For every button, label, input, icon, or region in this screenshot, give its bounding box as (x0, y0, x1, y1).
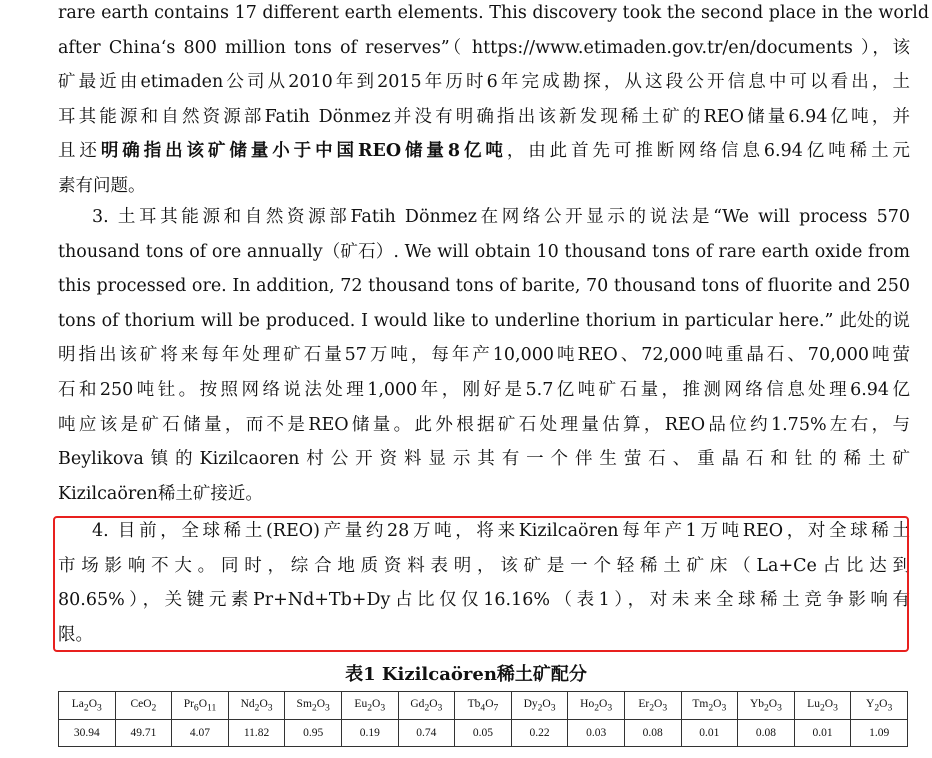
formula-element: Ho (580, 697, 595, 710)
text-line: 矿最近由etimaden公司从2010年到2015年历时6年完成勘探，从这段公开信息中可以看出，土 (58, 72, 910, 93)
table-header-cell (115, 692, 172, 720)
formula-subscript: 2 (708, 702, 714, 714)
text-line: 80.65%），关键元素Pr+Nd+Tb+Dy占比仅仅16.16%（表1），对未来全球稀土竞争影响有 (58, 590, 910, 611)
formula-subscript: 3 (833, 702, 838, 714)
formula-subscript: 2 (764, 702, 769, 714)
text-run: ，由此首先可推断网络信息6.94亿吨稀土元 (506, 141, 910, 162)
formula-element: Er (638, 697, 650, 710)
formula-element: Yb (749, 697, 764, 710)
table-cell: 11.82 (228, 720, 285, 747)
formula-element: O (429, 697, 438, 710)
table-header-row (59, 692, 908, 720)
table-cell: 4.07 (172, 720, 229, 747)
table-cell: 0.95 (285, 720, 342, 747)
formula-subscript: 6 (193, 702, 199, 714)
formula-subscript: 11 (207, 702, 217, 714)
text-line: 3. 土耳其能源和自然资源部Fatih Dönmez在网络公开显示的说法是“We will process 570 (92, 207, 910, 227)
table-header-cell (455, 692, 512, 720)
text-run: 且还 (58, 141, 101, 162)
text-line: 石和250吨钍。按照网络说法处理1,000年，刚好是5.7亿吨矿石量，推测网络信息处理6.94亿 (58, 379, 910, 400)
formula-element: O (879, 697, 888, 710)
formula-element: O (316, 697, 325, 710)
table-cell: 0.05 (455, 720, 512, 747)
formula-element: O (654, 697, 663, 710)
text-line: 耳其能源和自然资源部Fatih Dönmez并没有明确指出该新发现稀土矿的REO储量6.94亿吨，并 (58, 106, 910, 127)
formula-subscript: 2 (367, 702, 372, 714)
formula-subscript: 7 (493, 702, 499, 714)
table-header-cell (511, 692, 568, 720)
formula-subscript: 2 (83, 702, 89, 714)
text-line: 4. 目前，全球稀土(REO)产量约28万吨，将来Kizilcaören每年产1万吨REO，对全球稀土 (92, 521, 910, 541)
formula-subscript: 3 (887, 702, 893, 714)
formula-subscript: 3 (550, 702, 556, 714)
table-cell: 0.08 (738, 720, 795, 747)
text-line (58, 134, 910, 169)
text-line: 限。 (58, 624, 93, 645)
formula-element: O (88, 697, 98, 710)
formula-element: O (824, 697, 834, 710)
table-cell: 0.08 (624, 720, 681, 747)
formula-subscript: 2 (424, 702, 430, 714)
paragraph-2-continued (58, 0, 930, 204)
formula-element: Tb (467, 697, 481, 710)
formula-element: O (713, 697, 722, 710)
formula-subscript: 2 (874, 702, 880, 714)
text-line: Beylikova镇的Kizilcaoren村公开资料显示其有一个伴生萤石、重晶石和钍的稀土矿 (58, 449, 910, 470)
formula-element: O (372, 697, 381, 710)
formula-element: O (198, 697, 208, 710)
text-line: 明指出该矿将来每年处理矿石量57万吨，每年产10,000吨REO、72,000吨重晶石、70,000吨萤 (58, 345, 910, 366)
formula-element: O (542, 697, 551, 710)
table-header-cell (681, 692, 738, 720)
formula-subscript: 3 (267, 702, 273, 714)
formula-subscript: 3 (662, 702, 668, 714)
table-cell: 1.09 (851, 720, 908, 747)
table-cell: 0.22 (511, 720, 568, 747)
table-header-cell (59, 692, 116, 720)
formula-subscript: 3 (325, 702, 330, 714)
table-header-cell (851, 692, 908, 720)
bold-emphasis: 明确指出该矿储量小于中国REO储量8亿吨 (100, 141, 507, 162)
distribution-table (58, 691, 908, 747)
formula-subscript: 2 (311, 702, 317, 714)
formula-element: La (71, 697, 84, 710)
table-header-cell (285, 692, 342, 720)
formula-element: O (485, 697, 494, 710)
table-cell: 0.01 (794, 720, 851, 747)
formula-element: Tm (692, 697, 709, 710)
formula-element: O (259, 697, 268, 710)
text-line: 市场影响不大。同时，综合地质资料表明，该矿是一个轻稀土矿床（La+Ce占比达到 (58, 555, 910, 576)
formula-element: Eu (354, 697, 368, 710)
formula-subscript: 4 (480, 702, 486, 714)
table-cell: 0.74 (398, 720, 455, 747)
formula-subscript: 3 (721, 702, 727, 714)
text-line: this processed ore. In addition, 72 thousand tons of barite, 70 thousand tons of fluorite and 250 (58, 276, 910, 297)
formula-subscript: 2 (151, 702, 157, 714)
table-cell: 0.03 (568, 720, 625, 747)
table-header-cell (228, 692, 285, 720)
formula-subscript: 3 (97, 702, 102, 714)
formula-element: Lu (807, 697, 820, 710)
table-cell: 0.19 (341, 720, 398, 747)
table-title: 表1 Kizilcaören稀土矿配分 (345, 664, 587, 685)
formula-subscript: 3 (380, 702, 386, 714)
formula-subscript: 3 (777, 702, 782, 714)
text-line: Kizilcaören稀土矿接近。 (58, 483, 263, 504)
text-line: thousand tons of ore annually（矿石）. We will obtain 10 thousand tons of rare earth oxide from (58, 241, 910, 262)
paragraph-3 (58, 200, 910, 511)
table-header-cell (341, 692, 398, 720)
text-line: 吨应该是矿石储量，而不是REO储量。此外根据矿石处理量估算，REO品位约1.75%左右，与 (58, 414, 910, 435)
text-line: rare earth contains 17 different earth elements. This discovery took the second place in the world (58, 3, 930, 23)
formula-subscript: 2 (819, 702, 825, 714)
formula-subscript: 2 (537, 702, 543, 714)
table-header-cell (738, 692, 795, 720)
formula-subscript: 2 (594, 702, 600, 714)
formula-element: Dy (523, 697, 538, 710)
table-header-cell (568, 692, 625, 720)
formula-element: CeO (130, 697, 152, 710)
text-line: 素有问题。 (58, 175, 146, 196)
formula-element: Sm (296, 697, 312, 710)
formula-subscript: 2 (254, 702, 260, 714)
text-line: tons of thorium will be produced. I would like to underline thorium in particular here.” 此处的说 (58, 310, 910, 331)
table-header-cell (172, 692, 229, 720)
formula-element: Y (866, 697, 875, 710)
formula-element: O (599, 697, 608, 710)
table-header-cell (624, 692, 681, 720)
table-cell: 0.01 (681, 720, 738, 747)
formula-element: O (768, 697, 778, 710)
table-header-cell (794, 692, 851, 720)
table-header-cell (398, 692, 455, 720)
formula-element: Nd (240, 697, 255, 710)
formula-subscript: 3 (437, 702, 443, 714)
formula-subscript: 2 (649, 702, 654, 714)
formula-subscript: 3 (607, 702, 613, 714)
text-line: after China‘s 800 million tons of reserves”（ https://www.etimaden.gov.tr/en/documents ），该 (58, 37, 910, 58)
formula-element: Pr (183, 697, 194, 710)
table-row (59, 720, 908, 747)
table-cell: 30.94 (59, 720, 116, 747)
red-highlight-box (53, 516, 909, 652)
table-cell: 49.71 (115, 720, 172, 747)
formula-element: Gd (410, 697, 425, 710)
